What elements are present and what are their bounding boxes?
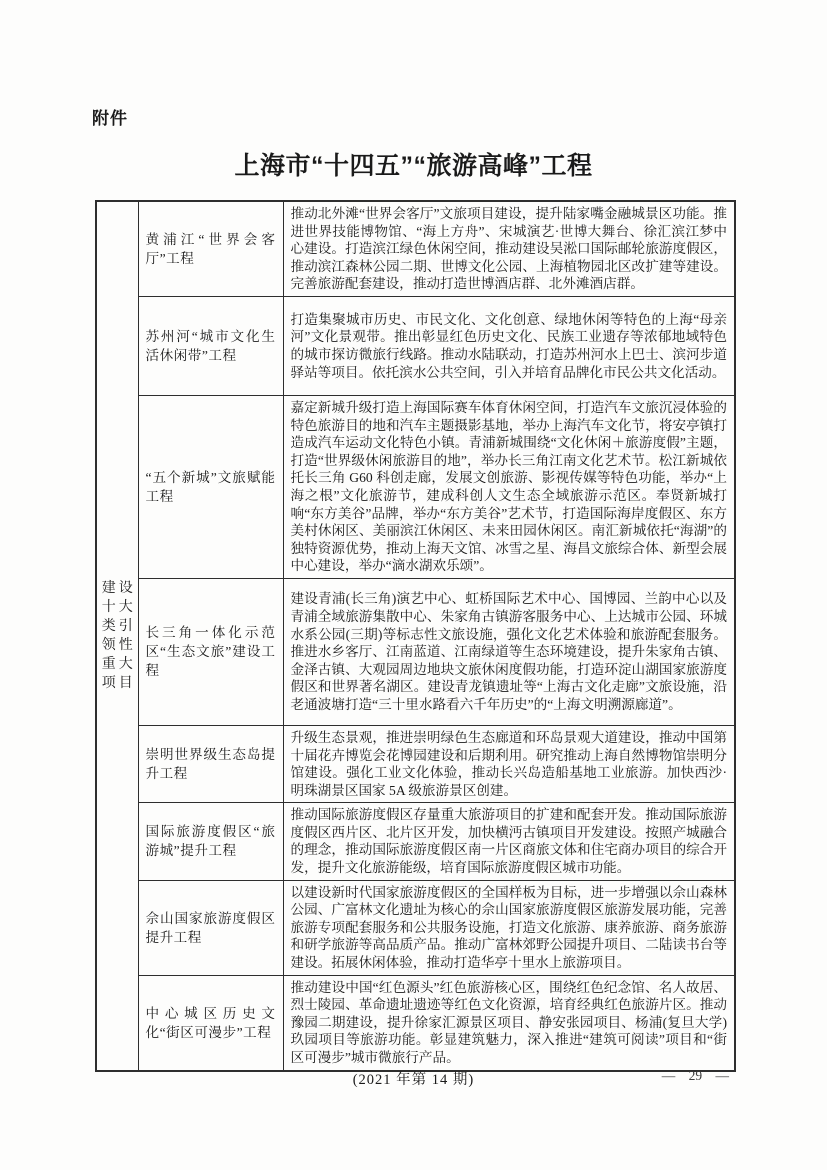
table-row xyxy=(96,880,735,975)
category-cell xyxy=(96,201,138,1071)
page-title: 上海市“十四五”“旅游高峰”工程 xyxy=(234,152,593,180)
category-line: 领性 xyxy=(101,637,136,653)
category-line: 重大 xyxy=(101,656,136,672)
project-description-cell: 嘉定新城升级打造上海国际赛车体育休闲空间，打造汽车文旅沉浸体验的特色旅游目的地和汽车主题摄影基地，举办上海汽车文化节，将安亭镇打造成汽车运动文化特色小镇。青浦新城围绕“文化休闲＋旅游度假”主题，打造“世界级休闲旅游目的地”，举办长三角江南文化艺术节。松江新城依托长三角 G60 科创走廊，发展文创旅游、影视传媒等特色功能，举办“上海之根”文化旅游节，建成科创人文生态全域旅游示范区。奉贤新城打响“东方美谷”品牌，举办“东方美谷”艺术节，打造国际海岸度假区、东方美村休闲区、美丽滨江休闲区、未来田园休闲区。南汇新城依托“海湖”的独特资源优势，推动上海天文馆、冰雪之星、海昌文旅综合体、新型会展中心建设，举办“滴水湖欢乐颂”。 xyxy=(283,395,735,578)
project-description-cell: 建设青浦(长三角)演艺中心、虹桥国际艺术中心、国博园、兰韵中心以及青浦全域旅游集散中心、朱家角古镇游客服务中心、上达城市公园、环城水系公园(三期)等标志性文旅设施，强化文化艺术体验和旅游配套服务。推进水乡客厅、江南蓝道、江南绿道等生态环境建设，提升朱家角古镇、金泽古镇、大观园周边地块文旅休闲度假功能，打造环淀山湖国家旅游度假区和世界著名湖区。建设青龙镇遗址等“上海古文化走廊”文旅设施，沿老通波塘打造“三十里水路看六千年历史”的“上海文明溯源廊道”。 xyxy=(283,578,735,725)
project-name-cell: 黄浦江“世界会客厅”工程 xyxy=(138,201,283,296)
footer-page-number: — 29 — xyxy=(661,1068,729,1083)
project-name-cell: 国际旅游度假区“旅游城”提升工程 xyxy=(138,803,283,880)
project-description-cell: 升级生态景观，推进崇明绿色生态廊道和环岛景观大道建设，推动中国第十届花卉博览会花博园建设和后期利用。研究推动上海自然博物馆崇明分馆建设。强化工业文化体验，推动长兴岛造船基地工业旅游。加快西沙·明珠湖景区国家 5A 级旅游景区创建。 xyxy=(283,725,735,802)
table-row xyxy=(96,296,735,395)
table-row xyxy=(96,201,735,296)
category-line: 项目 xyxy=(101,675,136,691)
project-description-cell: 推动北外滩“世界会客厅”文旅项目建设，提升陆家嘴金融城景区功能。推进世界技能博物馆、“海上方舟”、宋城演艺·世博大舞台、徐汇滨江梦中心建设。打造滨江绿色休闲空间，推动建设吴淞口国际邮轮旅游度假区，推动滨江森林公园二期、世博文化公园、上海植物园北区改扩建等建设。完善旅游配套建设，推动打造世博酒店群、北外滩酒店群。 xyxy=(283,201,735,296)
project-name-cell: 崇明世界级生态岛提升工程 xyxy=(138,725,283,802)
attachment-label: 附件 xyxy=(92,109,128,128)
table-row xyxy=(96,725,735,802)
table-row xyxy=(96,578,735,725)
projects-table-wrap xyxy=(95,200,734,1072)
project-description-cell: 以建设新时代国家旅游度假区的全国样板为目标，进一步增强以佘山森林公园、广富林文化遗址为核心的佘山国家旅游度假区旅游发展功能，完善旅游专项配套服务和公共服务设施，打造文化旅游、康养旅游、商务旅游和研学旅游等高品质产品。推动广富林郊野公园提升项目、二陆读书台等建设。拓展休闲体验，推动打造华亭十里水上旅游项目。 xyxy=(283,880,735,975)
project-name-cell: 苏州河“城市文化生活休闲带”工程 xyxy=(138,296,283,395)
project-description-cell: 推动国际旅游度假区存量重大旅游项目的扩建和配套开发。推动国际旅游度假区西片区、北片区开发，加快横沔古镇项目开发建设。按照产城融合的理念，推动国际旅游度假区南一片区商旅文体和住宅商办项目的综合开发，提升文化旅游能级，培育国际旅游度假区城市功能。 xyxy=(283,803,735,880)
footer-issue-label: (2021 年第 14 期) xyxy=(352,1072,475,1088)
category-line: 类引 xyxy=(101,618,136,634)
project-name-cell: 中心城区历史文化“街区可漫步”工程 xyxy=(138,975,283,1070)
table-row xyxy=(96,395,735,578)
project-description-cell: 推动建设中国“红色源头”红色旅游核心区，围绕红色纪念馆、名人故居、烈士陵园、革命遗址遗迹等红色文化资源，培育经典红色旅游片区。推动豫园二期建设，提升徐家汇源景区项目、静安张园项目、杨浦(复旦大学)玖园项目等旅游功能。彰显建筑魅力，深入推进“建筑可阅读”项目和“街区可漫步”城市微旅行产品。 xyxy=(283,975,735,1070)
category-line: 十大 xyxy=(101,599,136,615)
category-line: 建设 xyxy=(101,580,136,596)
project-name-cell: “五个新城”文旅赋能工程 xyxy=(138,395,283,578)
project-name-cell: 佘山国家旅游度假区提升工程 xyxy=(138,880,283,975)
table-row xyxy=(96,975,735,1070)
project-description-cell: 打造集聚城市历史、市民文化、文化创意、绿地休闲等特色的上海“母亲河”文化景观带。推出彰显红色历史文化、民族工业遗存等浓郁地域特色的城市探访微旅行线路。推动水陆联动，打造苏州河水上巴士、滨河步道驿站等项目。依托滨水公共空间，引入并培育品牌化市民公共文化活动。 xyxy=(283,296,735,395)
table-row xyxy=(96,803,735,880)
project-name-cell: 长三角一体化示范区“生态文旅”建设工程 xyxy=(138,578,283,725)
projects-table xyxy=(95,200,736,1072)
